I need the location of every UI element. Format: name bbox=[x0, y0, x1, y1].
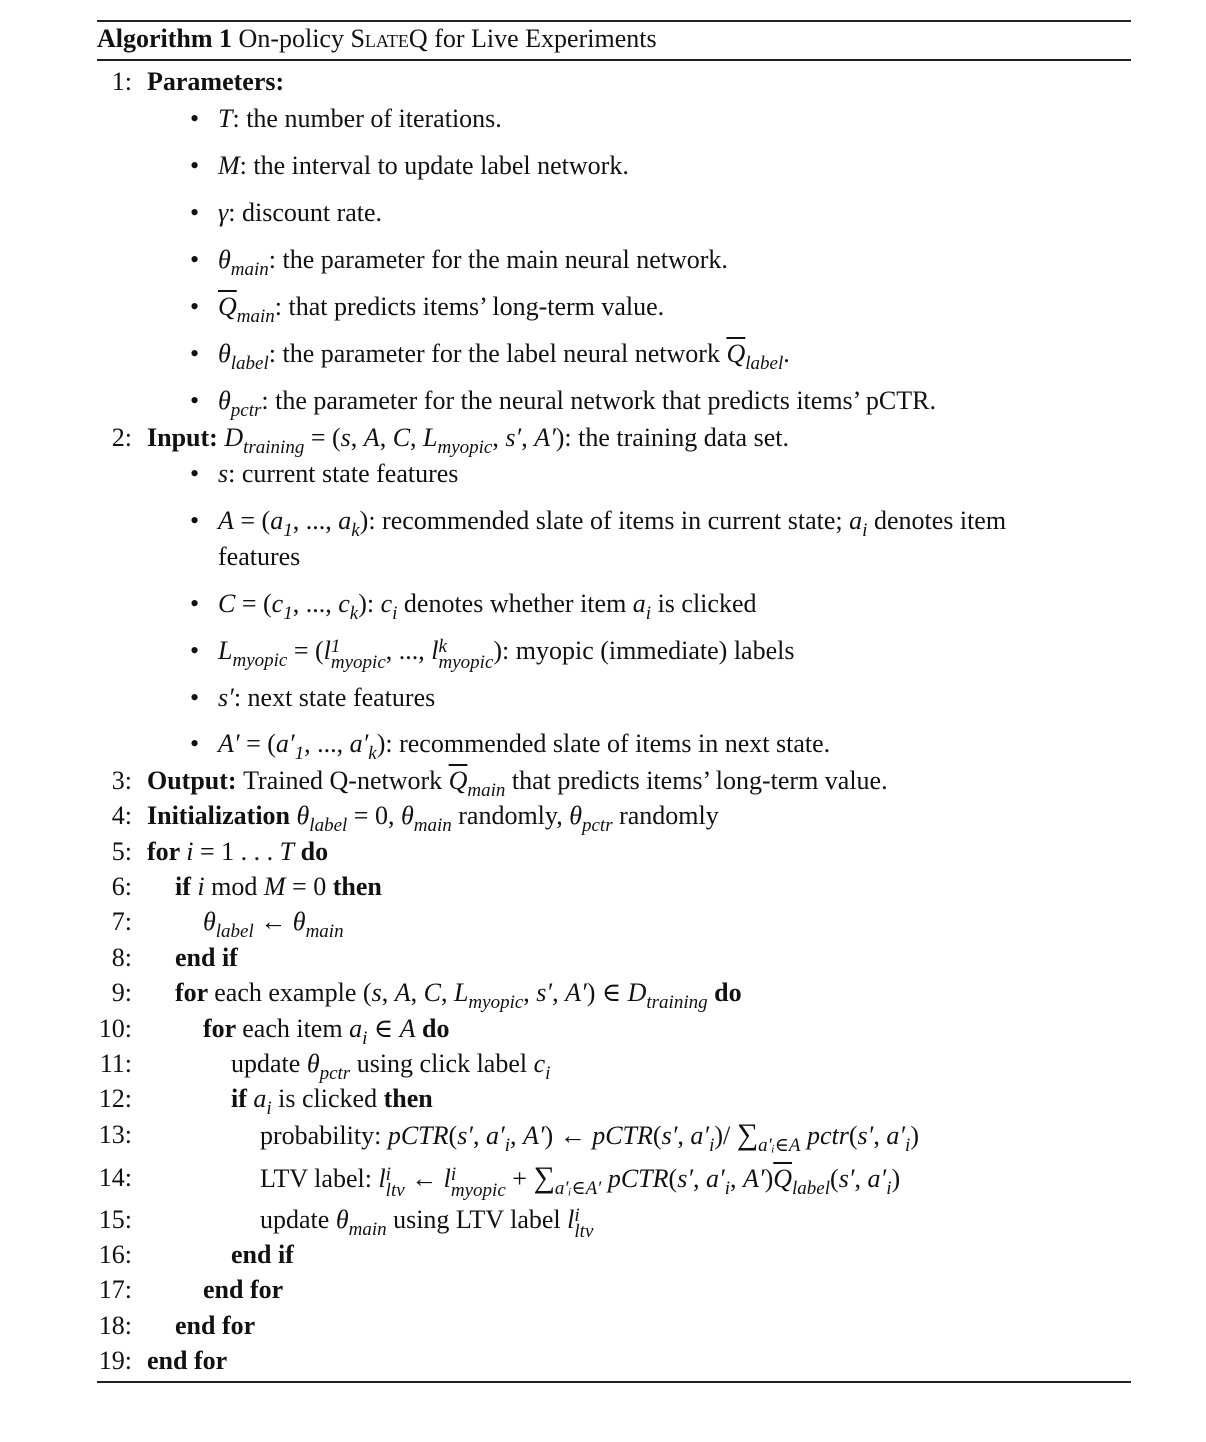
line-number: 1: bbox=[111, 67, 132, 96]
text-run: ) bbox=[891, 1164, 901, 1193]
bullet-item bbox=[218, 729, 830, 762]
line-number: 18: bbox=[98, 1311, 132, 1340]
math-symbol: s′ bbox=[661, 1121, 678, 1150]
math-symbol: s′ bbox=[536, 978, 553, 1007]
math-symbol: a bbox=[253, 1084, 267, 1113]
algorithm-line bbox=[175, 943, 238, 973]
algorithm-line bbox=[147, 67, 284, 97]
text-run: ) ∈ bbox=[586, 978, 628, 1007]
line-number: 6: bbox=[111, 872, 132, 901]
algorithm-line bbox=[231, 1049, 550, 1082]
text-run: , bbox=[552, 978, 566, 1007]
text-run: , ..., bbox=[292, 589, 339, 618]
math-symbol: a′ bbox=[886, 1121, 906, 1150]
caption-rule bbox=[97, 59, 1131, 61]
algorithm-line bbox=[231, 1240, 294, 1270]
text-run: , bbox=[381, 978, 395, 1007]
math-subscript: main bbox=[467, 780, 506, 801]
math-subscript: a′ᵢ∈A bbox=[758, 1135, 801, 1156]
math-symbol: θ bbox=[292, 907, 306, 936]
math-symbol: A bbox=[394, 978, 411, 1007]
math-symbol: l bbox=[443, 1164, 451, 1193]
text-run: using click label bbox=[350, 1049, 534, 1078]
text-run: ← bbox=[404, 1164, 444, 1193]
text-run: ( bbox=[448, 1121, 458, 1150]
math-symbol: a′ bbox=[690, 1121, 710, 1150]
text-run: , bbox=[410, 978, 424, 1007]
bullet-item bbox=[218, 636, 794, 671]
algorithm-line bbox=[260, 1163, 900, 1199]
bullet-icon: • bbox=[190, 339, 200, 368]
math-subscript: 1 bbox=[294, 743, 305, 764]
text-run: = 0, bbox=[347, 801, 401, 830]
math-symbol: θ bbox=[400, 801, 414, 830]
keyword: end for bbox=[147, 1346, 228, 1375]
text-run: , bbox=[729, 1164, 743, 1193]
text-run: denotes whether item bbox=[397, 589, 633, 618]
algorithm-line bbox=[147, 1346, 227, 1376]
algorithm-line bbox=[260, 1120, 919, 1154]
caption-method: SlateQ bbox=[350, 24, 428, 53]
line-number: 4: bbox=[111, 801, 132, 830]
top-rule bbox=[97, 20, 1131, 22]
math-symbol: a′ bbox=[867, 1164, 887, 1193]
math-symbol: L bbox=[453, 978, 469, 1007]
math-subscript: i bbox=[724, 1178, 730, 1199]
sum-operator: ∑ bbox=[736, 1118, 759, 1151]
math-subscript: myopic bbox=[468, 992, 524, 1013]
bullet-item bbox=[218, 506, 1006, 539]
keyword: for bbox=[203, 1014, 243, 1043]
text-run: ∈ bbox=[367, 1014, 400, 1043]
bullet-icon: • bbox=[190, 636, 200, 665]
math-superscript: i bbox=[385, 1164, 391, 1185]
text-run: : current state features bbox=[228, 459, 459, 488]
keyword: do bbox=[707, 978, 742, 1007]
text-run: , bbox=[873, 1121, 887, 1150]
math-subscript: k bbox=[349, 603, 359, 624]
algorithm-line bbox=[203, 1014, 449, 1047]
math-symbol: c bbox=[533, 1049, 546, 1078]
math-symbol: D bbox=[627, 978, 647, 1007]
math-subscript: i bbox=[504, 1135, 510, 1156]
algorithm-caption bbox=[97, 24, 657, 54]
bullet-item bbox=[218, 104, 502, 134]
math-symbol: A′ bbox=[218, 729, 240, 758]
math-symbol: a bbox=[349, 1014, 363, 1043]
keyword: do bbox=[294, 837, 329, 866]
math-symbol: θ bbox=[218, 339, 231, 368]
bullet-icon: • bbox=[190, 506, 200, 535]
math-symbol: A′ bbox=[534, 423, 556, 452]
caption-text-end: for Live Experiments bbox=[427, 24, 657, 53]
text-run: using LTV label bbox=[386, 1205, 568, 1234]
text-run: denotes item bbox=[867, 506, 1007, 535]
math-subscript: k bbox=[351, 520, 360, 541]
math-symbol: s bbox=[371, 978, 382, 1007]
math-symbol: A bbox=[218, 506, 234, 535]
line-number: 19: bbox=[98, 1346, 132, 1375]
keyword: Output: bbox=[147, 766, 244, 795]
line-number: 5: bbox=[111, 837, 132, 866]
text-run: ): bbox=[358, 589, 381, 618]
math-subscript: i bbox=[905, 1135, 911, 1156]
math-symbol-overline: $\overline{Q}$ bbox=[773, 1164, 793, 1193]
keyword: Initialization bbox=[147, 801, 297, 830]
math-subscript: myopic bbox=[450, 1180, 506, 1201]
text-run: randomly bbox=[612, 801, 719, 830]
math-symbol: s′ bbox=[505, 423, 522, 452]
math-subscript: k bbox=[368, 743, 377, 764]
keyword: Input: bbox=[147, 423, 225, 452]
text-run: , ..., bbox=[304, 729, 350, 758]
bullet-item bbox=[218, 198, 382, 228]
text-run: = 0 bbox=[285, 872, 333, 901]
text-run: update bbox=[231, 1049, 307, 1078]
algorithm-line bbox=[260, 1205, 593, 1240]
keyword: then bbox=[332, 872, 382, 901]
text-run: : the parameter for the neural network that predicts items’ pCTR. bbox=[261, 386, 936, 415]
math-superscript: i bbox=[574, 1205, 580, 1226]
text-run: , bbox=[509, 1121, 523, 1150]
text-run: : the parameter for the main neural network. bbox=[268, 245, 728, 274]
line-number: 8: bbox=[111, 943, 132, 972]
math-symbol: C bbox=[392, 423, 411, 452]
text-run: ( bbox=[652, 1121, 662, 1150]
math-subscript: i bbox=[545, 1063, 551, 1084]
math-symbol: l bbox=[323, 636, 331, 665]
math-symbol: θ bbox=[296, 801, 310, 830]
math-subsup bbox=[438, 636, 494, 673]
math-symbol: γ bbox=[218, 198, 229, 227]
math-symbol: s bbox=[340, 423, 351, 452]
bullet-item bbox=[218, 542, 300, 572]
text-run: ): recommended slate of items in current state; bbox=[359, 506, 850, 535]
bullet-item bbox=[218, 292, 664, 325]
math-symbol: L bbox=[423, 423, 438, 452]
math-subscript: label bbox=[792, 1178, 831, 1199]
algorithm-line bbox=[147, 837, 328, 867]
text-run: + bbox=[505, 1164, 534, 1193]
math-subscript: pctr bbox=[582, 815, 613, 836]
text-run: , bbox=[693, 1164, 707, 1193]
text-run: = ( bbox=[304, 423, 341, 452]
math-subscript: i bbox=[645, 603, 652, 624]
math-subscript: label bbox=[309, 815, 348, 836]
text-run: ): the training data set. bbox=[555, 423, 789, 452]
math-symbol: D bbox=[224, 423, 244, 452]
bullet-icon: • bbox=[190, 104, 200, 133]
math-symbol: c bbox=[271, 589, 284, 618]
text-run: , bbox=[410, 423, 424, 452]
math-symbol: pCTR bbox=[607, 1164, 669, 1193]
text-run: : discount rate. bbox=[228, 198, 383, 227]
keyword: then bbox=[383, 1084, 433, 1113]
math-symbol: A bbox=[399, 1014, 416, 1043]
line-number: 2: bbox=[111, 423, 132, 452]
algorithm-line bbox=[175, 978, 742, 1011]
text-run: , bbox=[379, 423, 393, 452]
math-symbol: C bbox=[218, 589, 236, 618]
text-run: : the parameter for the label neural network bbox=[268, 339, 727, 368]
text-run: each item bbox=[242, 1014, 350, 1043]
math-symbol: A′ bbox=[742, 1164, 765, 1193]
algorithm-line bbox=[147, 801, 719, 834]
text-run: is clicked bbox=[271, 1084, 384, 1113]
math-subsup bbox=[385, 1164, 405, 1201]
math-symbol-overline: $\overline{Q}$ bbox=[726, 339, 746, 368]
bullet-icon: • bbox=[190, 589, 200, 618]
bullet-icon: • bbox=[190, 459, 200, 488]
keyword: end for bbox=[203, 1275, 284, 1304]
line-number: 15: bbox=[98, 1205, 132, 1234]
text-run: ( bbox=[668, 1164, 678, 1193]
line-number: 16: bbox=[98, 1240, 132, 1269]
bullet-item bbox=[218, 245, 728, 278]
text-run: : that predicts items’ long-term value. bbox=[274, 292, 665, 321]
math-symbol: a′ bbox=[706, 1164, 725, 1193]
bullet-icon: • bbox=[190, 683, 200, 712]
math-symbol: l bbox=[378, 1164, 386, 1193]
math-subscript: main bbox=[348, 1219, 387, 1240]
algorithm-line bbox=[203, 1275, 283, 1305]
text-run: update bbox=[260, 1205, 336, 1234]
math-symbol: pCTR bbox=[387, 1121, 449, 1150]
text-run: Trained Q-network bbox=[243, 766, 449, 795]
algorithm-label: Algorithm 1 bbox=[97, 24, 233, 53]
bullet-item bbox=[218, 151, 629, 181]
math-symbol: θ bbox=[218, 245, 231, 274]
text-run: , ..., bbox=[385, 636, 432, 665]
keyword: end if bbox=[175, 943, 238, 972]
keyword: Parameters: bbox=[147, 67, 285, 96]
math-symbol: θ bbox=[218, 386, 231, 415]
math-superscript: 1 bbox=[330, 636, 341, 657]
text-run: that predicts items’ long-term value. bbox=[505, 766, 888, 795]
math-symbol: c bbox=[380, 589, 393, 618]
line-number: 17: bbox=[98, 1275, 132, 1304]
math-symbol: θ bbox=[569, 801, 582, 830]
text-run: randomly, bbox=[451, 801, 570, 830]
text-run: ) bbox=[764, 1164, 774, 1193]
text-run: , bbox=[523, 978, 537, 1007]
keyword: end for bbox=[175, 1311, 256, 1340]
math-symbol: s′ bbox=[457, 1121, 473, 1150]
math-subscript: main bbox=[230, 259, 269, 280]
math-subscript: myopic bbox=[438, 652, 494, 673]
math-symbol: i bbox=[186, 837, 194, 866]
math-symbol: s′ bbox=[838, 1164, 855, 1193]
text-run: . bbox=[783, 339, 790, 368]
math-subscript: myopic bbox=[437, 437, 493, 458]
text-run: , bbox=[854, 1164, 868, 1193]
math-subsup bbox=[330, 636, 386, 673]
math-symbol: θ bbox=[335, 1205, 349, 1234]
keyword: for bbox=[147, 837, 187, 866]
text-run: , bbox=[492, 423, 506, 452]
math-symbol: pctr bbox=[806, 1121, 849, 1150]
math-symbol: l bbox=[567, 1205, 575, 1234]
math-symbol: T bbox=[218, 104, 233, 133]
keyword: for bbox=[175, 978, 215, 1007]
math-superscript: i bbox=[450, 1164, 457, 1185]
math-subscript: i bbox=[886, 1178, 892, 1199]
math-subscript: ltv bbox=[385, 1180, 405, 1201]
math-subscript: myopic bbox=[330, 652, 386, 673]
math-subscript: pctr bbox=[319, 1063, 351, 1084]
math-symbol: A′ bbox=[565, 978, 587, 1007]
bullet-item bbox=[218, 589, 757, 622]
line-number: 7: bbox=[111, 907, 132, 936]
math-subscript: ltv bbox=[574, 1221, 594, 1242]
text-run: ): myopic (immediate) labels bbox=[493, 636, 795, 665]
math-subscript: i bbox=[862, 520, 868, 541]
algorithm-line bbox=[147, 766, 888, 799]
text-run: , ..., bbox=[292, 506, 339, 535]
math-subscript: label bbox=[745, 353, 784, 374]
text-run: = 1 . . . bbox=[193, 837, 280, 866]
algorithm-line bbox=[231, 1084, 433, 1117]
math-subscript: 1 bbox=[283, 603, 293, 624]
math-symbol: c bbox=[338, 589, 350, 618]
math-subsup bbox=[574, 1205, 594, 1242]
keyword: do bbox=[415, 1014, 450, 1043]
math-symbol: a bbox=[632, 589, 646, 618]
math-symbol: L bbox=[218, 636, 233, 665]
text-run: ← bbox=[253, 907, 293, 936]
math-subscript: training bbox=[243, 437, 305, 458]
line-number: 10: bbox=[98, 1014, 132, 1043]
text-run: , bbox=[521, 423, 535, 452]
math-symbol: i bbox=[197, 872, 205, 901]
math-symbol: s′ bbox=[857, 1121, 874, 1150]
text-run: = ( bbox=[235, 589, 272, 618]
sum-operator: ∑ bbox=[533, 1161, 555, 1194]
algorithm-line bbox=[175, 1311, 255, 1341]
math-subscript: training bbox=[646, 992, 708, 1013]
math-symbol: θ bbox=[306, 1049, 320, 1078]
line-number: 13: bbox=[98, 1120, 132, 1149]
math-subsup bbox=[450, 1164, 506, 1201]
text-run: : the number of iterations. bbox=[232, 104, 502, 133]
math-symbol: a bbox=[338, 506, 352, 535]
line-number: 9: bbox=[111, 978, 132, 1007]
math-symbol: a′ bbox=[349, 729, 369, 758]
text-run: , bbox=[440, 978, 454, 1007]
bullet-icon: • bbox=[190, 245, 200, 274]
bullet-item bbox=[218, 683, 435, 713]
text-run: , bbox=[350, 423, 364, 452]
keyword: if bbox=[231, 1084, 254, 1113]
math-symbol: s′ bbox=[677, 1164, 694, 1193]
math-symbol: pCTR bbox=[592, 1121, 653, 1150]
bullet-item bbox=[218, 459, 458, 489]
text-run: ( bbox=[830, 1164, 839, 1193]
text-run: : the interval to update label network. bbox=[239, 151, 629, 180]
text-run: = ( bbox=[239, 729, 276, 758]
text-run: features bbox=[218, 542, 301, 571]
text-run: ) bbox=[910, 1121, 919, 1150]
caption-text: On-policy bbox=[238, 24, 351, 53]
math-symbol: a bbox=[270, 506, 284, 535]
keyword: if bbox=[175, 872, 198, 901]
math-subscript: main bbox=[236, 306, 275, 327]
math-subscript: main bbox=[413, 815, 452, 836]
math-symbol: C bbox=[423, 978, 441, 1007]
algorithm-line bbox=[203, 907, 344, 940]
math-symbol: s bbox=[218, 459, 229, 488]
bullet-item bbox=[218, 386, 936, 419]
math-symbol: A′ bbox=[522, 1121, 545, 1150]
text-run: )/ bbox=[714, 1121, 737, 1150]
text-run: LTV label: bbox=[260, 1164, 379, 1193]
text-run: probability: bbox=[260, 1121, 388, 1150]
line-number: 3: bbox=[111, 766, 132, 795]
math-subscript: label bbox=[230, 353, 269, 374]
text-run: , bbox=[677, 1121, 691, 1150]
text-run: ( bbox=[848, 1121, 858, 1150]
math-symbol: A bbox=[363, 423, 380, 452]
math-superscript: k bbox=[438, 636, 447, 657]
math-subscript: i bbox=[392, 603, 398, 624]
math-subscript: main bbox=[305, 921, 344, 942]
text-run: = ( bbox=[233, 506, 271, 535]
algorithm-line bbox=[175, 872, 382, 902]
math-subscript: myopic bbox=[232, 650, 288, 671]
line-number: 14: bbox=[98, 1163, 132, 1192]
math-subscript: a′ᵢ∈A′ bbox=[554, 1178, 602, 1199]
math-subscript: pctr bbox=[230, 400, 262, 421]
bottom-rule bbox=[97, 1381, 1131, 1383]
bullet-icon: • bbox=[190, 386, 200, 415]
math-symbol: l bbox=[431, 636, 439, 665]
math-symbol: M bbox=[218, 151, 240, 180]
math-symbol-overline: $\overline{Q}$ bbox=[448, 766, 468, 795]
math-subscript: 1 bbox=[283, 520, 293, 541]
math-symbol: s′ bbox=[218, 683, 234, 712]
text-run: ) ← bbox=[544, 1121, 593, 1150]
math-symbol: M bbox=[263, 872, 286, 901]
math-subscript: i bbox=[709, 1135, 715, 1156]
text-run: mod bbox=[204, 872, 264, 901]
keyword: end if bbox=[231, 1240, 294, 1269]
math-symbol: a′ bbox=[275, 729, 295, 758]
math-symbol: θ bbox=[203, 907, 216, 936]
math-symbol: a′ bbox=[486, 1121, 505, 1150]
text-run: , bbox=[473, 1121, 486, 1150]
bullet-icon: • bbox=[190, 151, 200, 180]
bullet-icon: • bbox=[190, 729, 200, 758]
text-run: is clicked bbox=[651, 589, 757, 618]
text-run: = ( bbox=[287, 636, 324, 665]
text-run: : next state features bbox=[233, 683, 436, 712]
math-subscript: i bbox=[266, 1098, 272, 1119]
math-symbol: a bbox=[849, 506, 863, 535]
math-subscript: label bbox=[215, 921, 254, 942]
text-run: ): recommended slate of items in next state. bbox=[376, 729, 831, 758]
bullet-icon: • bbox=[190, 292, 200, 321]
line-number: 11: bbox=[99, 1049, 132, 1078]
math-subscript: i bbox=[362, 1028, 368, 1049]
algorithm-line bbox=[147, 423, 789, 456]
math-symbol: T bbox=[279, 837, 295, 866]
text-run: each example ( bbox=[214, 978, 372, 1007]
bullet-item bbox=[218, 339, 790, 372]
line-number: 12: bbox=[98, 1084, 132, 1113]
math-symbol-overline: $\overline{Q}$ bbox=[218, 292, 237, 321]
bullet-icon: • bbox=[190, 198, 200, 227]
